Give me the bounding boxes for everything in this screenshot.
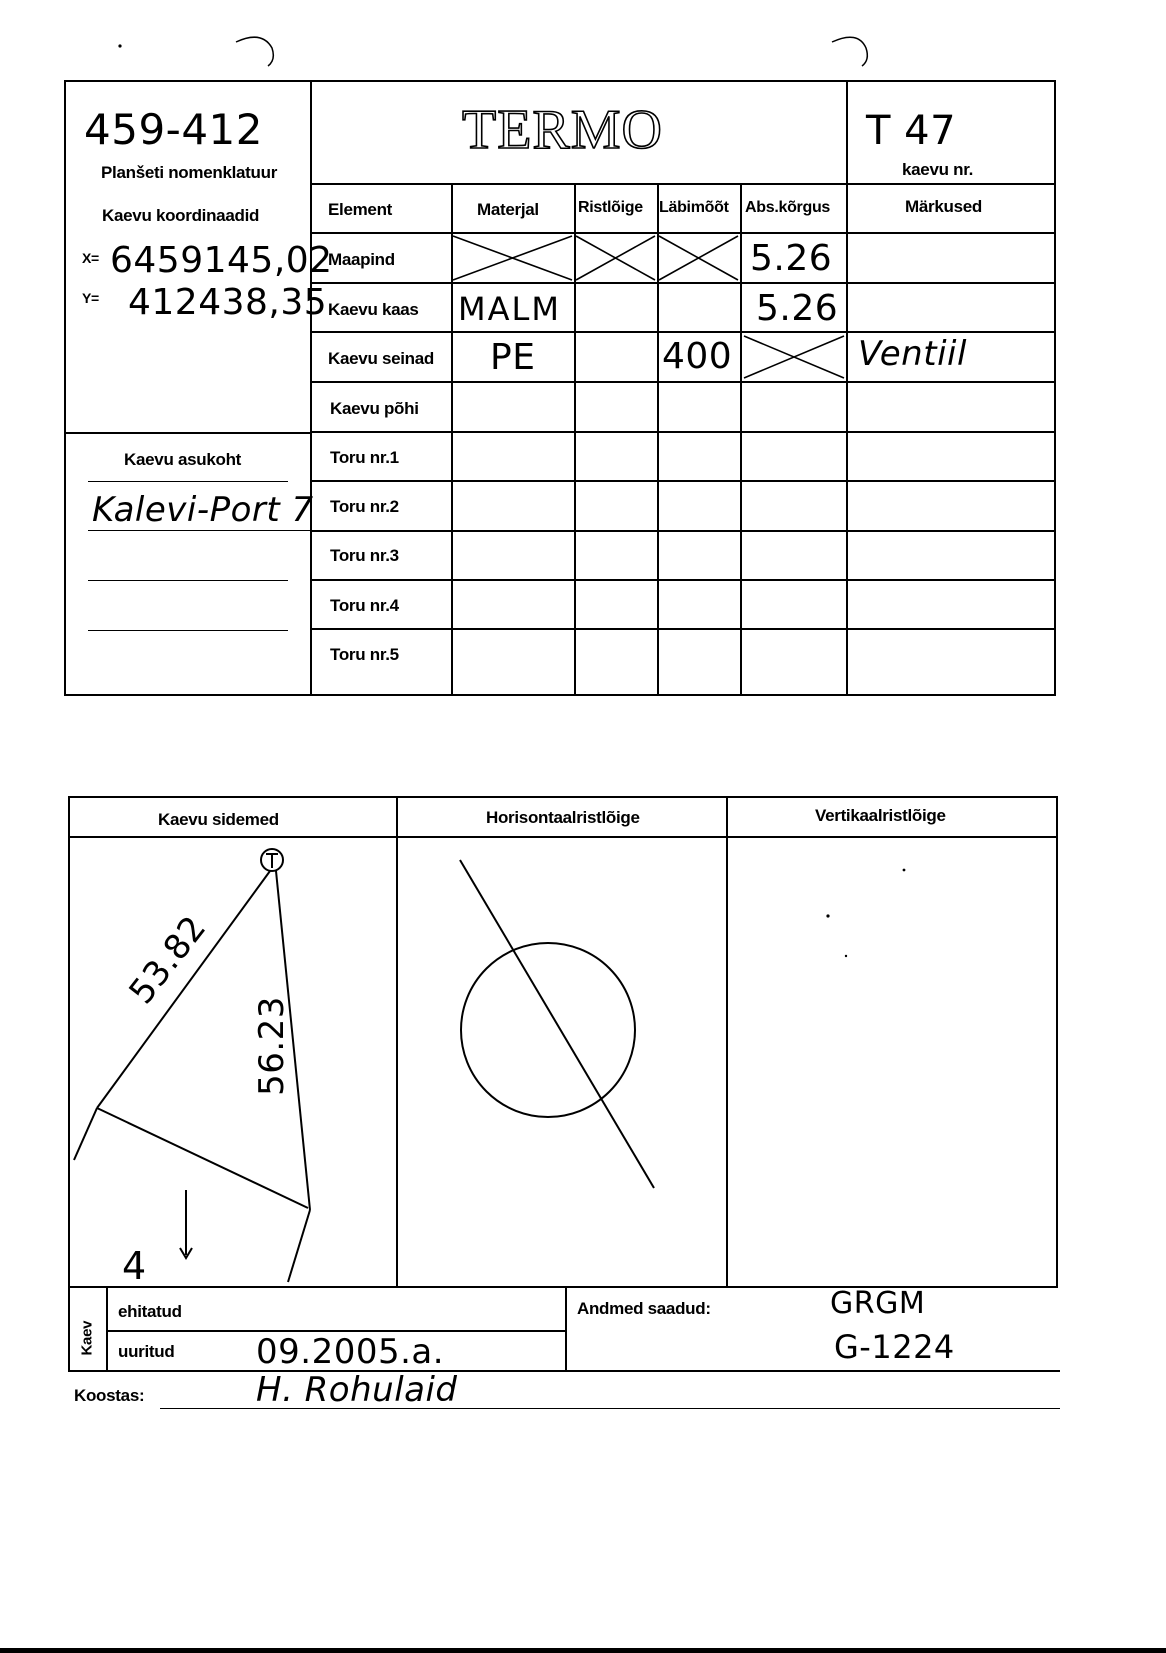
col-header-abs-korgus: Abs.kõrgus: [745, 199, 831, 216]
ties-label: Kaevu sidemed: [158, 810, 279, 829]
horizontal-section-sketch: [460, 860, 654, 1188]
cross-out-seinad-abs: [744, 336, 844, 378]
house-number: 4: [122, 1244, 147, 1288]
well-number: T 47: [866, 108, 957, 154]
cross-out-maapind: [453, 236, 738, 280]
tie-distance-1: 53.82: [121, 908, 215, 1012]
building-edge-2: [97, 1108, 308, 1208]
row-label: Toru nr.2: [330, 497, 399, 516]
well-number-label: kaevu nr.: [902, 160, 974, 179]
well-circle: [461, 943, 635, 1117]
vertical-section-label: Vertikaalristlõige: [815, 806, 946, 825]
col-header-element: Element: [328, 200, 393, 219]
built-label: ehitatud: [118, 1302, 182, 1321]
col-header-labimoot: Läbimõõt: [659, 199, 729, 216]
kaev-side-label: Kaev: [78, 1320, 96, 1356]
row-label: Toru nr.1: [330, 448, 399, 467]
cell-labimoot-kaevu-seinad: 400: [662, 336, 733, 377]
data-source-line2: G-1224: [834, 1328, 955, 1366]
y-value: 412438,35: [128, 282, 328, 323]
x-value: 6459145,02: [110, 240, 333, 281]
form-title: TERMO: [462, 99, 663, 161]
row-label: Kaevu põhi: [330, 399, 419, 418]
col-header-markused: Märkused: [905, 197, 982, 216]
row-label: Maapind: [328, 250, 395, 269]
data-source-label: Andmed saadud:: [577, 1299, 711, 1318]
cell-abs-korgus-maapind: 5.26: [750, 238, 833, 279]
location-label: Kaevu asukoht: [124, 450, 242, 469]
speck: [903, 869, 906, 872]
cell-markused-kaevu-seinad: Ventiil: [858, 334, 967, 374]
coordinates-label: Kaevu koordinaadid: [102, 206, 260, 225]
punch-hole-left: [236, 37, 273, 66]
sheet-label: Planšeti nomenklatuur: [101, 163, 278, 182]
col-header-materjal: Materjal: [477, 200, 539, 219]
compiled-by: H. Rohulaid: [256, 1370, 458, 1410]
speck: [845, 955, 847, 957]
col-header-ristloige: Ristlõige: [578, 199, 643, 216]
location-value: Kalevi-Port 7: [92, 490, 314, 530]
sheet-number: 459-412: [84, 105, 263, 154]
building-edge-3: [288, 1210, 310, 1282]
row-label: Kaevu kaas: [328, 300, 419, 319]
punch-hole-right: [832, 37, 867, 66]
y-label: Y=: [82, 290, 99, 306]
building-edge-1: [74, 1108, 97, 1160]
cell-abs-korgus-kaevu-kaas: 5.26: [756, 288, 839, 329]
speck: [118, 44, 121, 47]
row-label: Toru nr.4: [330, 596, 399, 615]
compiled-label: Koostas:: [74, 1386, 145, 1405]
surveyed-value: 09.2005.a.: [256, 1332, 445, 1372]
pipe-line: [460, 860, 654, 1188]
tie-line-1: [97, 871, 270, 1108]
tie-distance-2: 56.23: [251, 996, 292, 1096]
x-label: X=: [82, 250, 99, 266]
cell-materjal-kaevu-seinad: PE: [490, 337, 536, 378]
horizontal-section-label: Horisontaalristlõige: [486, 808, 640, 827]
north-arrow-icon: [180, 1190, 192, 1258]
scan-bottom-edge: [0, 1648, 1166, 1653]
surveyed-label: uuritud: [118, 1342, 175, 1361]
row-label: Kaevu seinad: [328, 349, 435, 368]
row-label: Toru nr.3: [330, 546, 399, 565]
cell-materjal-kaevu-kaas: MALM: [458, 290, 561, 328]
data-source-line1: GRGM: [830, 1286, 926, 1321]
speck: [826, 914, 829, 917]
row-label: Toru nr.5: [330, 645, 399, 664]
